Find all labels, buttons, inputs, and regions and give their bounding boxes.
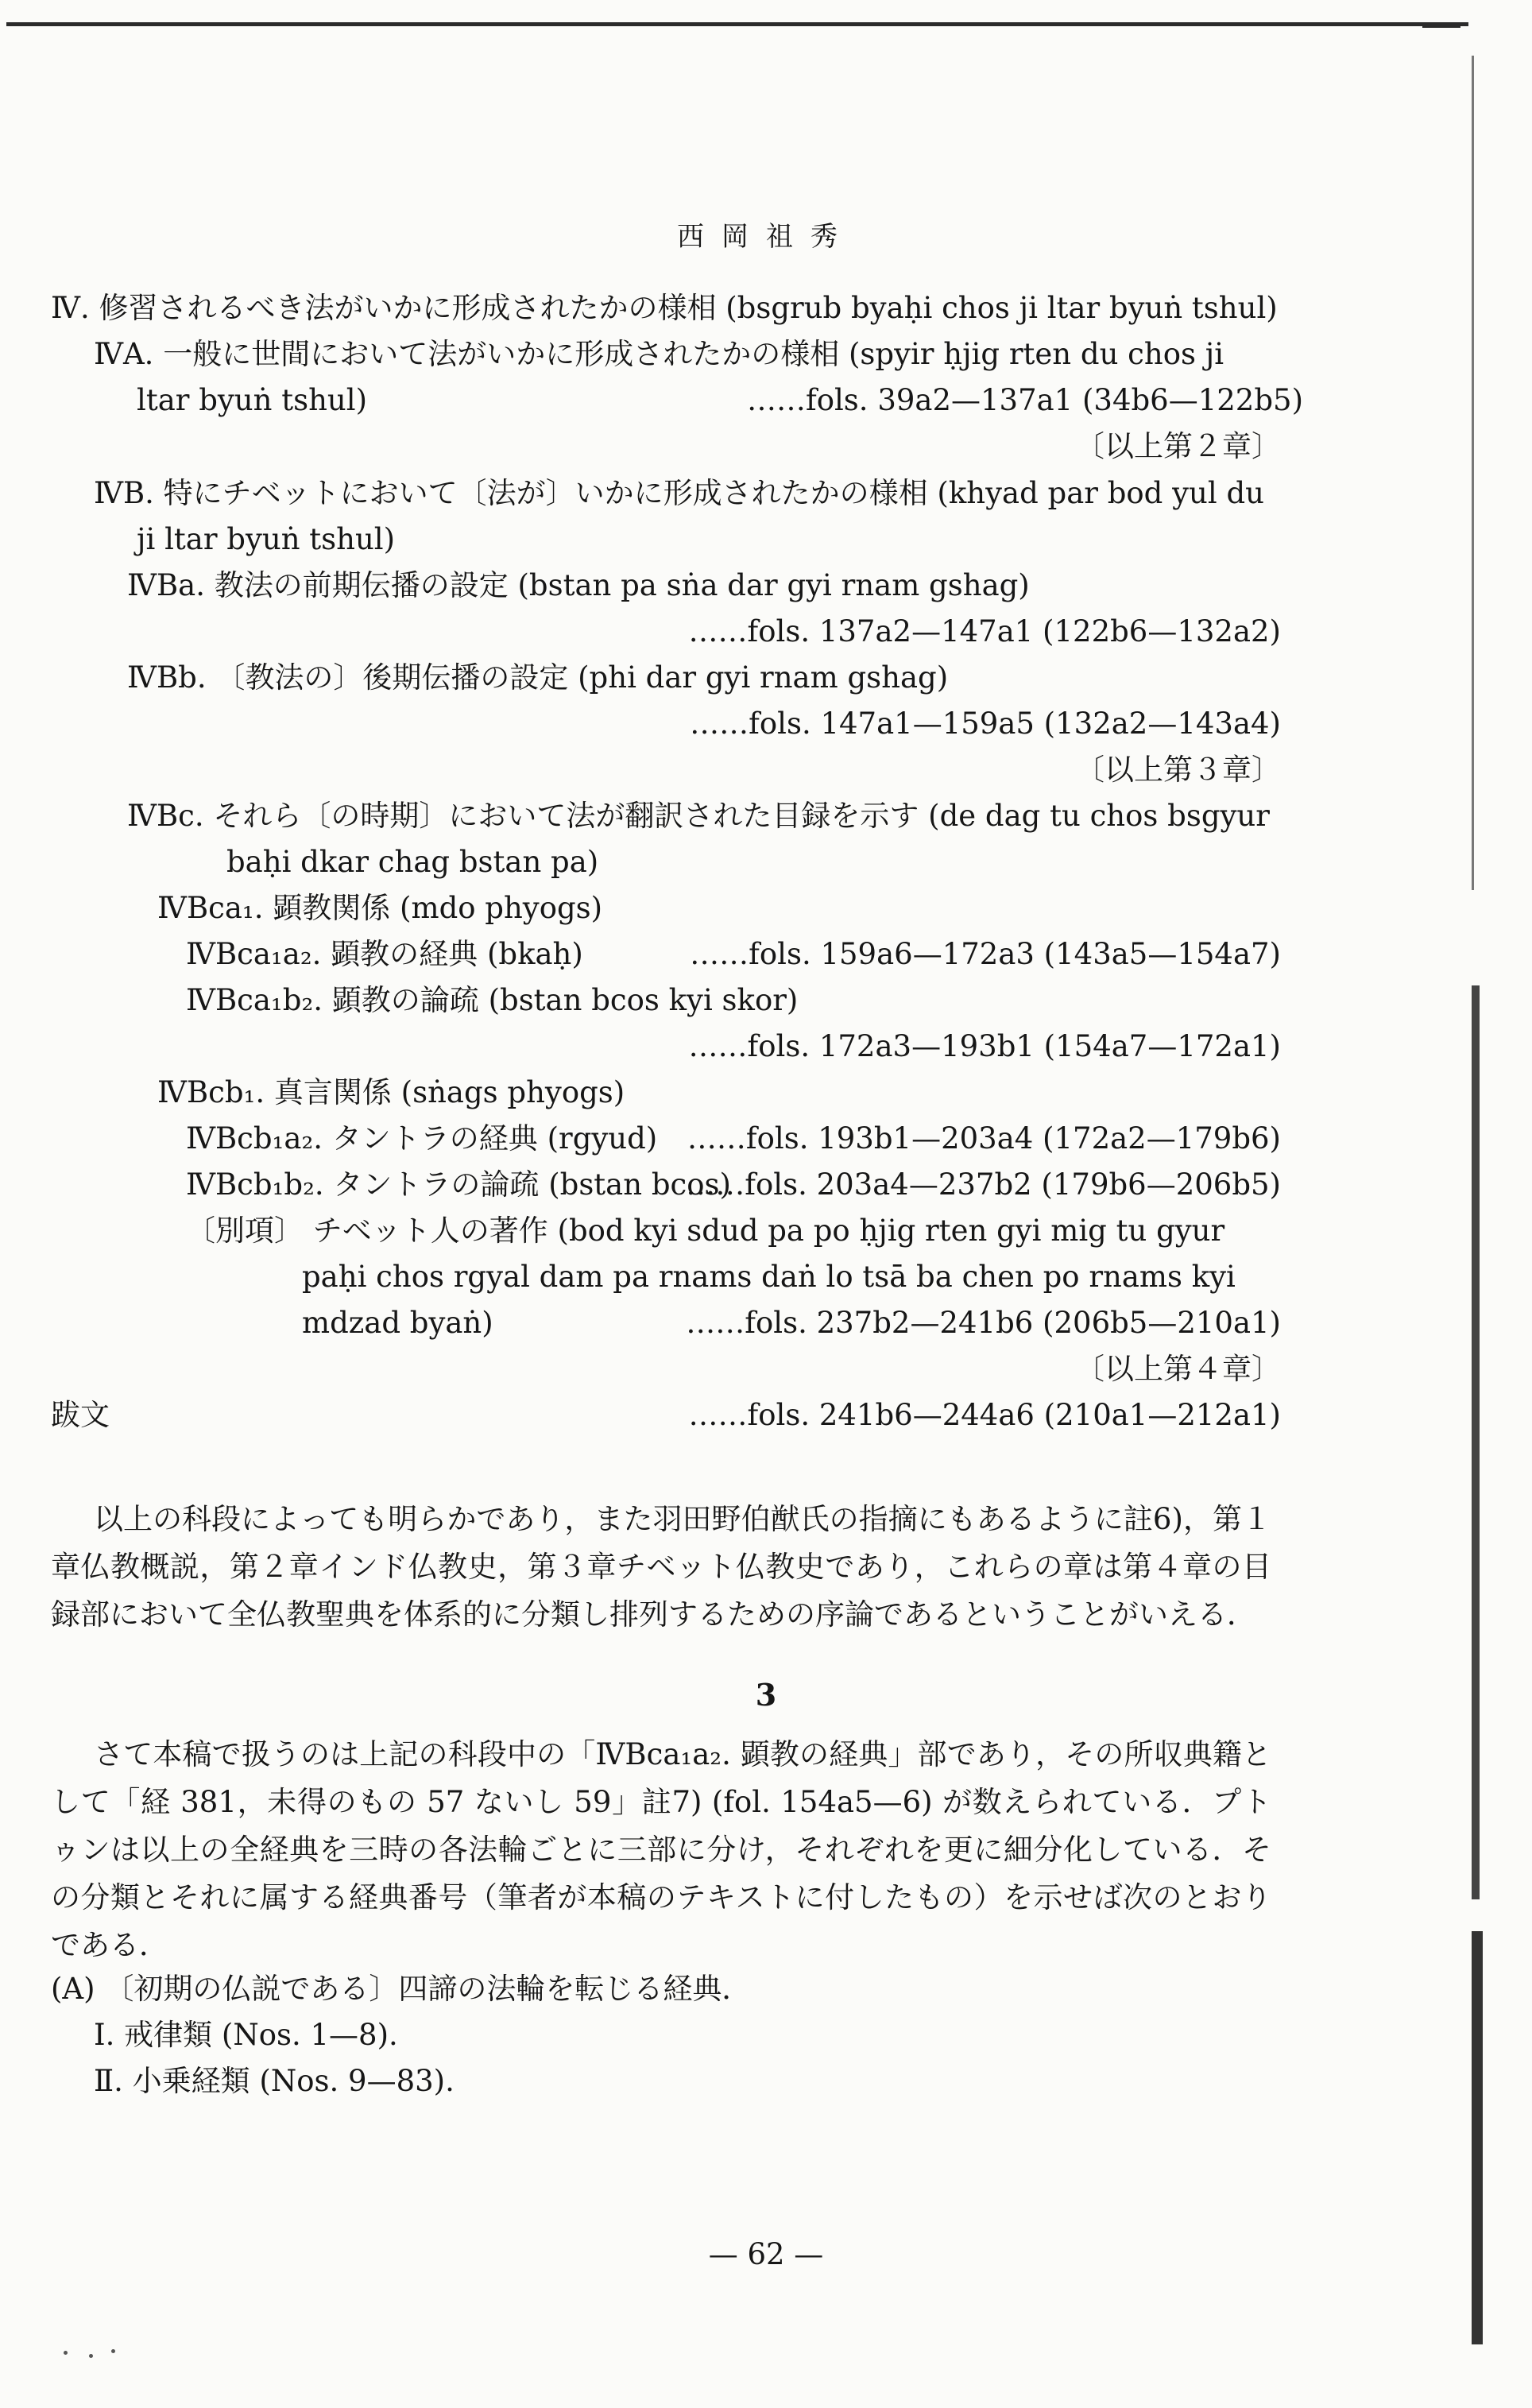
outline-separate-item: 〔別項〕 チベット人の著作 (bod kyi sdud pa po ḥjig rten gyi mig tu gyur xyxy=(186,1214,1225,1248)
outline-ivb: ⅣB. 特にチベットにおいて〔法が〕いかに形成されたかの様相 (khyad par bod yul du xyxy=(94,476,1264,510)
outline-ivbca1b2-folio: ……fols. 172a3—193b1 (154a7—172a1) xyxy=(688,1029,1281,1063)
outline-separate-item-folio: ……fols. 237b2—241b6 (206b5—210a1) xyxy=(686,1306,1281,1340)
outline-ivbcb1: ⅣBcb₁. 真言関係 (sṅags phyogs) xyxy=(157,1075,625,1109)
outline-ivbca1a2-folio: ……fols. 159a6—172a3 (143a5—154a7) xyxy=(690,937,1281,971)
scan-edge-shadow xyxy=(1472,1931,1483,2344)
body-paragraph-2 xyxy=(51,1731,1271,1969)
section-number: 3 xyxy=(755,1677,777,1713)
list-item-ii: Ⅱ. 小乗経類 (Nos. 9—83). xyxy=(94,2064,455,2098)
outline-colophon-folio: ……fols. 241b6—244a6 (210a1—212a1) xyxy=(688,1398,1281,1432)
body-paragraph-2-text: さて本稿で扱うのは上記の科段中の「ⅣBca₁a₂. 顕教の経典」部であり，その所収典籍として「経 381，未得のもの 57 ないし 59」註7) (fol. 154a5—6) が数えられている．プトゥンは以上の全経典を三時の各法輪ごとに三部に分け，それぞれを更に細分化している．その分類とそれに属する経典番号（筆者が本稿のテキストに付したもの）を示せば次のとおりである． xyxy=(51,1737,1271,1962)
scan-speck xyxy=(111,2349,115,2353)
chapter-end-2: 〔以上第２章〕 xyxy=(1075,429,1281,463)
outline-ivbc: ⅣBc. それら〔の時期〕において法が翻訳された目録を示す (de dag tu chos bsgyur xyxy=(127,799,1270,833)
scan-edge-shadow xyxy=(1472,56,1474,890)
outline-ivba-folio: ……fols. 137a2—147a1 (122b6—132a2) xyxy=(688,614,1281,648)
outline-ivba: ⅣBa. 教法の前期伝播の設定 (bstan pa sṅa dar gyi rnam gshag) xyxy=(127,568,1030,602)
page-number: — 62 — xyxy=(708,2237,824,2271)
outline-iva: ⅣA. 一般に世間において法がいかに形成されたかの様相 (spyir ḥjig rten du chos ji xyxy=(94,337,1224,371)
top-rule-dash xyxy=(1422,25,1460,28)
body-paragraph-1-text: 以上の科段によっても明らかであり，また羽田野伯猷氏の指摘にもあるように註6)，第１章仏教概説，第２章インド仏教史，第３章チベット仏教史であり，これらの章は第４章の目録部において全仏教聖典を体系的に分類し排列するための序論であるということがいえる． xyxy=(51,1502,1271,1632)
outline-ivbcb1b2-folio: ……fols. 203a4—237b2 (179b6—206b5) xyxy=(686,1167,1281,1202)
top-rule xyxy=(6,22,1468,26)
outline-separate-item-cont2: mdzad byaṅ) xyxy=(302,1306,493,1340)
outline-ivbca1: ⅣBca₁. 顕教関係 (mdo phyogs) xyxy=(157,891,603,925)
outline-colophon: 跋文 xyxy=(51,1398,110,1432)
list-item-i: Ⅰ. 戒律類 (Nos. 1—8). xyxy=(94,2018,398,2052)
scan-edge-shadow xyxy=(1472,985,1480,1899)
outline-ivbcb1b2: ⅣBcb₁b₂. タントラの論疏 (bstan bcos) xyxy=(186,1167,731,1202)
outline-ivbca1a2: ⅣBca₁a₂. 顕教の経典 (bkaḥ) xyxy=(186,937,583,971)
outline-ivbb-folio: ……fols. 147a1—159a5 (132a2—143a4) xyxy=(690,707,1281,741)
scan-speck xyxy=(89,2354,93,2358)
chapter-end-3: 〔以上第３章〕 xyxy=(1075,753,1281,787)
scan-speck xyxy=(64,2351,68,2355)
body-paragraph-1 xyxy=(51,1496,1271,1639)
outline-separate-item-cont1: paḥi chos rgyal dam pa rnams daṅ lo tsā ba chen po rnams kyi xyxy=(302,1260,1236,1294)
outline-ivbb: ⅣBb. 〔教法の〕後期伝播の設定 (phi dar gyi rnam gshag) xyxy=(127,660,949,695)
outline-ivbcb1a2: ⅣBcb₁a₂. タントラの経典 (rgyud) xyxy=(186,1121,658,1156)
outline-iva-folio: ……fols. 39a2—137a1 (34b6—122b5) xyxy=(747,383,1304,417)
outline-ivbc-cont: baḥi dkar chag bstan pa) xyxy=(226,845,599,879)
chapter-end-4: 〔以上第４章〕 xyxy=(1075,1352,1281,1386)
list-item-a: (A) 〔初期の仏説である〕四諦の法輪を転じる経典． xyxy=(51,1972,752,2006)
running-header-author: 西岡祖秀 xyxy=(677,221,855,253)
outline-ivbca1b2: ⅣBca₁b₂. 顕教の論疏 (bstan bcos kyi skor) xyxy=(186,983,799,1017)
outline-ivbcb1a2-folio: ……fols. 193b1—203a4 (172a2—179b6) xyxy=(687,1121,1281,1156)
outline-iv: Ⅳ. 修習されるべき法がいかに形成されたかの様相 (bsgrub byaḥi chos ji ltar byuṅ tshul) xyxy=(51,291,1278,325)
outline-iva-cont: ltar byuṅ tshul) xyxy=(137,383,368,417)
outline-ivb-cont: ji ltar byuṅ tshul) xyxy=(137,522,396,556)
